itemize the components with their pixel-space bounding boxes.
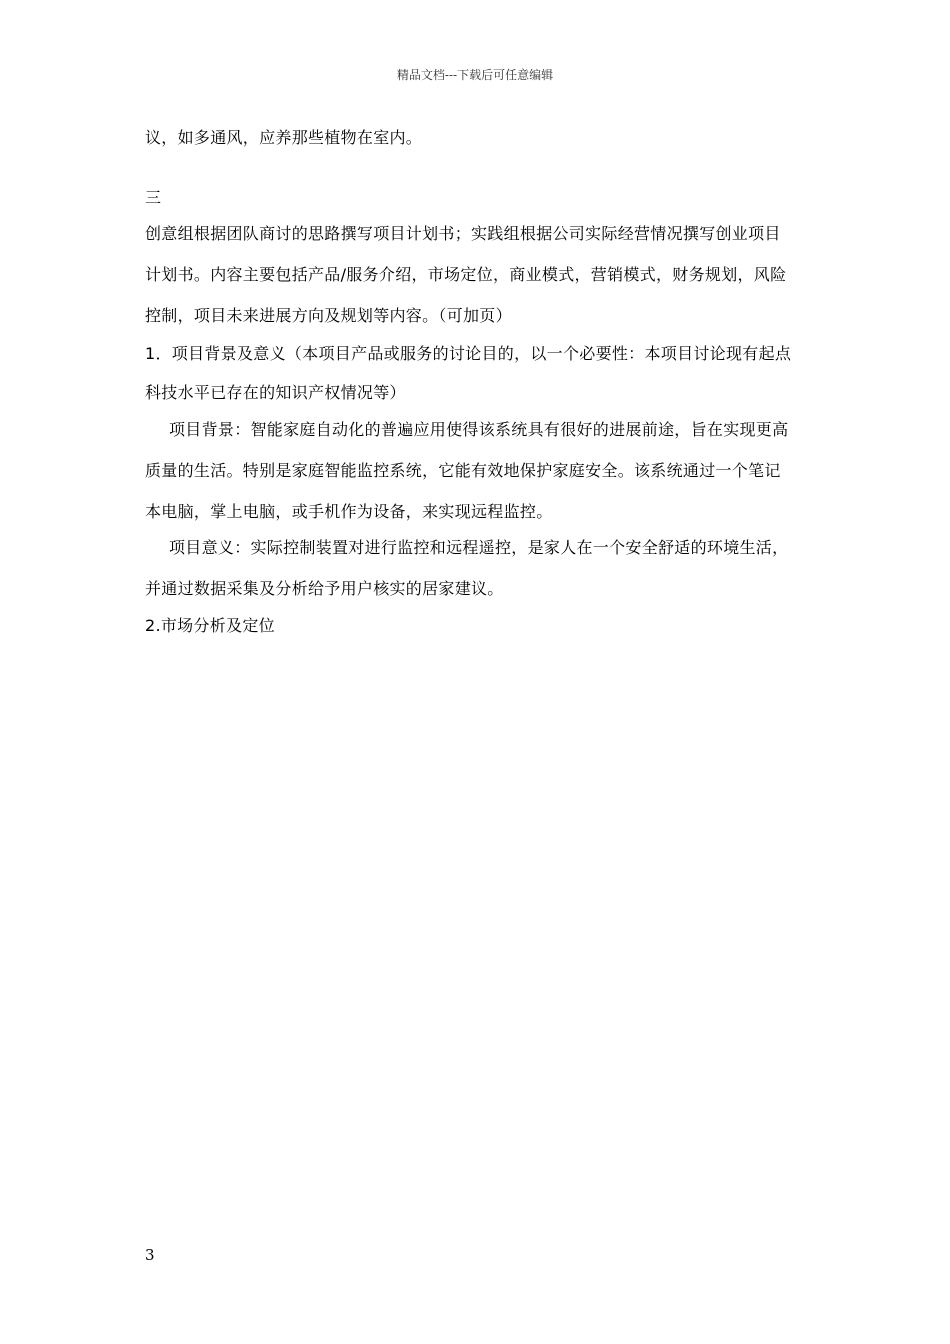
text-line: 创意组根据团队商讨的思路撰写项目计划书；实践组根据公司实际经营情况撰写创业项目: [145, 224, 781, 243]
section-heading: 三: [145, 188, 162, 207]
subsection-heading: 2.市场分析及定位: [145, 616, 275, 635]
text-line: 并通过数据采集及分析给予用户核实的居家建议。: [145, 579, 504, 598]
text-line: 议，如多通风，应养那些植物在室内。: [145, 128, 423, 147]
text-line: 质量的生活。特别是家庭智能监控系统，它能有效地保护家庭安全。该系统通过一个笔记: [145, 461, 781, 480]
page-number: 3: [145, 1246, 155, 1264]
page-header: 精品文档---下载后可任意编辑: [396, 68, 554, 82]
text-line: 科技水平已存在的知识产权情况等）: [145, 383, 406, 402]
text-line: 计划书。内容主要包括产品/服务介绍，市场定位，商业模式，营销模式，财务规划，风险: [145, 265, 787, 284]
paragraph-first-line: 项目意义：实际控制装置对进行监控和远程遥控，是家人在一个安全舒适的环境生活，: [169, 538, 789, 557]
paragraph-first-line: 项目背景：智能家庭自动化的普遍应用使得该系统具有很好的进展前途，旨在实现更高: [169, 420, 789, 439]
subsection-heading: 1．项目背景及意义（本项目产品或服务的讨论目的，以一个必要性：本项目讨论现有起点: [145, 344, 792, 363]
text-line: 控制，项目未来进展方向及规划等内容。（可加页）: [145, 306, 512, 325]
text-line: 本电脑，掌上电脑，或手机作为设备，来实现远程监控。: [145, 502, 553, 521]
